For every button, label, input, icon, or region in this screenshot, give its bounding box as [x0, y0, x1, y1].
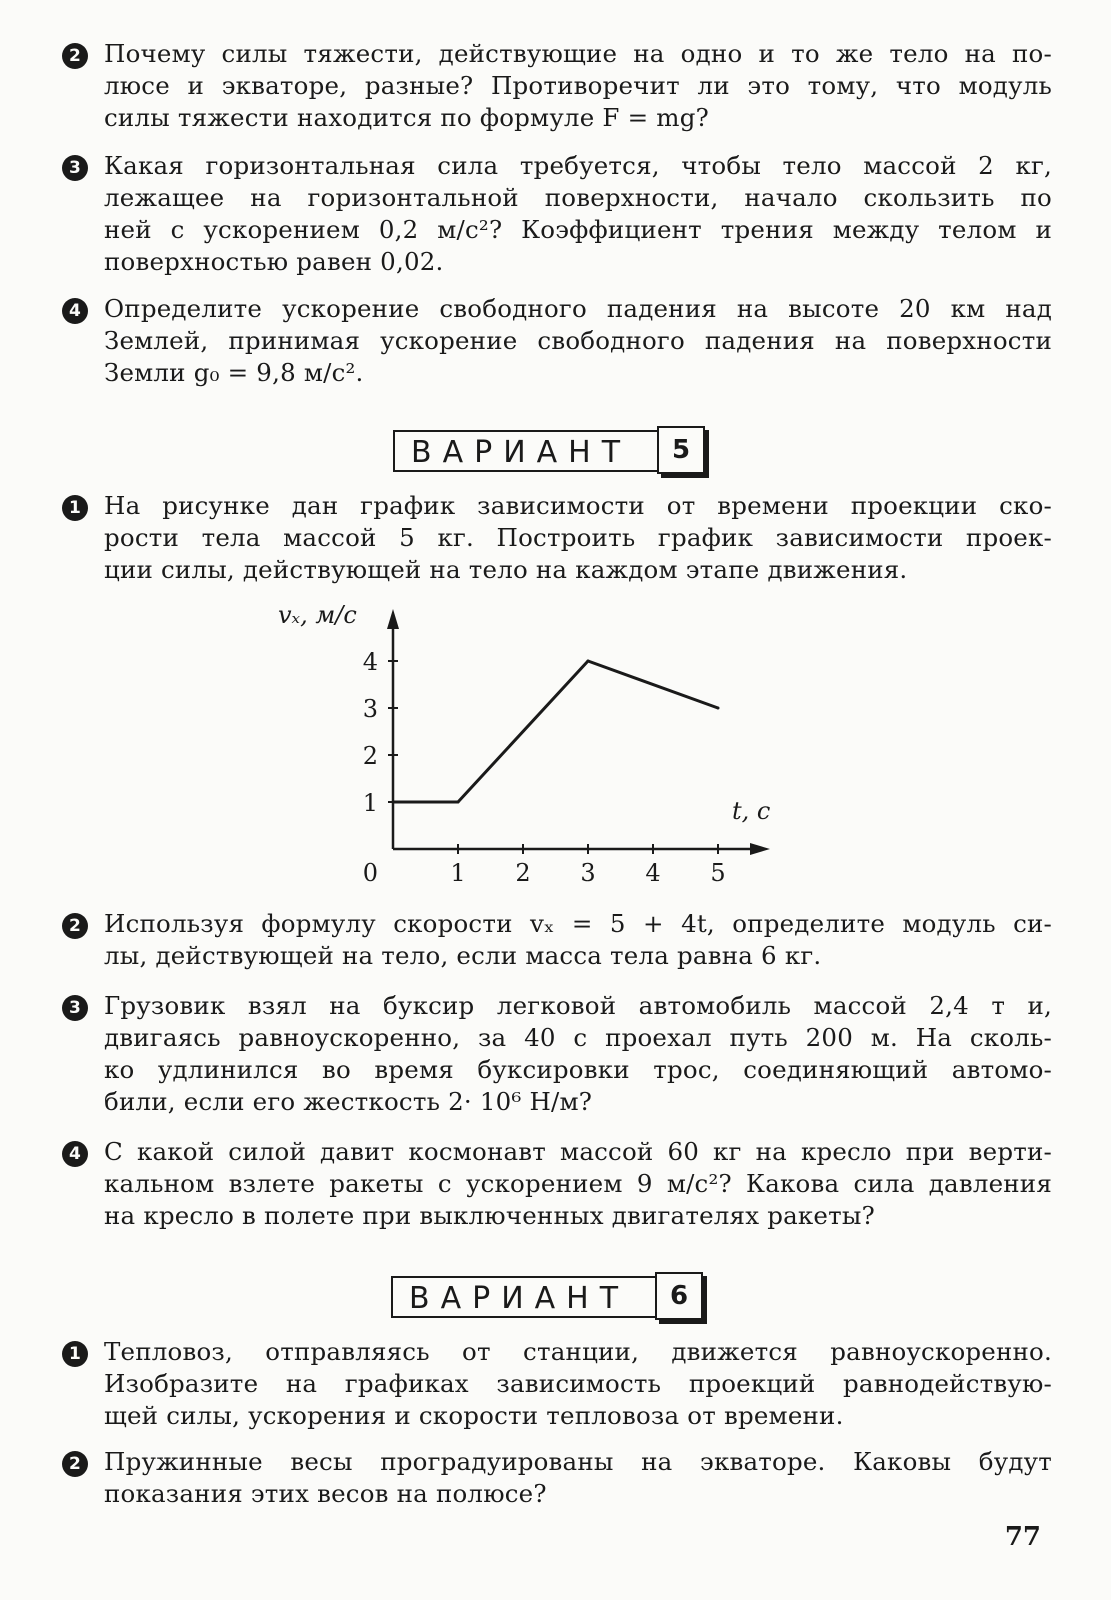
question-number-badge: 2: [62, 1451, 88, 1477]
variant5-question-2: [62, 908, 1052, 972]
question-number-badge: 4: [62, 298, 88, 324]
question-text-line: люсе и экваторе, разные? Противоречит ли это тому, что модуль: [104, 71, 1052, 100]
question-text-line: Пружинные весы проградуированы на экваторе. Каковы будут: [104, 1447, 1052, 1476]
question-text-line: двигаясь равноускоренно, за 40 с проехал путь 200 м. На сколь-: [104, 1023, 1052, 1052]
x-tick-label: 2: [515, 859, 531, 887]
question-number-badge: 2: [62, 913, 88, 939]
x-axis-label: t, с: [732, 797, 771, 825]
variant5-question-3: [62, 990, 1052, 1118]
question-text-line: Земли g₀ = 9,8 м/с².: [104, 358, 364, 387]
variant-5-header: [393, 430, 701, 472]
variant-6-header: [391, 1276, 699, 1318]
question-4-top: [62, 293, 1052, 389]
question-text-line: Используя формулу скорости vₓ = 5 + 4t, определите модуль си-: [104, 909, 1052, 938]
question-text-line: Грузовик взял на буксир легковой автомобиль массой 2,4 т и,: [104, 991, 1052, 1020]
x-tick-label: 1: [450, 859, 466, 887]
question-text-line: С какой силой давит космонавт массой 60 кг на кресло при верти-: [104, 1137, 1052, 1166]
variant-label: ВАРИАНТ: [409, 1281, 630, 1316]
variant-label: ВАРИАНТ: [411, 435, 632, 470]
velocity-series-line: [393, 661, 718, 802]
y-tick-label: 1: [362, 789, 378, 817]
question-number-badge: 3: [62, 995, 88, 1021]
question-text-line: били, если его жесткость 2· 10⁶ Н/м?: [104, 1087, 593, 1116]
question-text-line: на кресло в полете при выключенных двигателях ракеты?: [104, 1201, 875, 1230]
question-3-top: [62, 150, 1052, 278]
variant-number: 5: [657, 426, 705, 474]
velocity-data-point: [457, 801, 460, 804]
question-number-badge: 1: [62, 1341, 88, 1367]
y-axis-arrow: [387, 609, 399, 629]
x-axis-arrow: [750, 843, 770, 855]
question-text-line: Какая горизонтальная сила требуется, чтобы тело массой 2 кг,: [104, 151, 1052, 180]
y-tick-label: 3: [362, 695, 378, 723]
x-tick-label: 4: [645, 859, 661, 887]
y-tick-label: 4: [362, 648, 378, 676]
page-number: 77: [1004, 1522, 1041, 1552]
question-text-line: щей силы, ускорения и скорости тепловоза от времени.: [104, 1401, 844, 1430]
question-text-line: силы тяжести находится по формуле F = mg?: [104, 103, 709, 132]
question-text-line: лы, действующей на тело, если масса тела равна 6 кг.: [104, 941, 822, 970]
x-tick-label: 5: [710, 859, 726, 887]
question-2-top: [62, 38, 1052, 134]
question-text-line: Почему силы тяжести, действующие на одно и то же тело на по-: [104, 39, 1052, 68]
question-text-line: Тепловоз, отправляясь от станции, движется равноускоренно.: [104, 1337, 1052, 1366]
variant5-question-1: [62, 490, 1052, 586]
y-tick-label: 2: [362, 742, 378, 770]
question-text-line: Определите ускорение свободного падения на высоте 20 км над: [104, 294, 1052, 323]
question-number-badge: 1: [62, 495, 88, 521]
velocity-data-point: [392, 801, 395, 804]
variant-number: 6: [655, 1272, 703, 1320]
velocity-data-point: [717, 707, 720, 710]
question-text-line: ко удлинился во время буксировки трос, соединяющий автомо-: [104, 1055, 1052, 1084]
velocity-data-point: [587, 660, 590, 663]
question-text-line: Изобразите на графиках зависимость проекций равнодействую-: [104, 1369, 1052, 1398]
question-text-line: лежащее на горизонтальной поверхности, начало скользить по: [104, 183, 1052, 212]
velocity-time-chart: [0, 590, 1111, 890]
question-number-badge: 4: [62, 1141, 88, 1167]
question-number-badge: 2: [62, 43, 88, 69]
x-tick-label: 3: [580, 859, 596, 887]
variant5-question-4: [62, 1136, 1052, 1232]
question-text-line: Землей, принимая ускорение свободного падения на поверхности: [104, 326, 1052, 355]
question-text-line: показания этих весов на полюсе?: [104, 1479, 547, 1508]
origin-label: 0: [362, 859, 378, 887]
question-text-line: кальном взлете ракеты с ускорением 9 м/с²? Какова сила давления: [104, 1169, 1052, 1198]
question-text-line: На рисунке дан график зависимости от времени проекции ско-: [104, 491, 1052, 520]
question-text-line: рости тела массой 5 кг. Построить график зависимости проек-: [104, 523, 1052, 552]
variant6-question-1: [62, 1336, 1052, 1432]
y-axis-label: vₓ, м/с: [278, 601, 357, 629]
question-text-line: поверхностью равен 0,02.: [104, 247, 444, 276]
variant6-question-2: [62, 1446, 1052, 1510]
question-number-badge: 3: [62, 155, 88, 181]
question-text-line: ции силы, действующей на тело на каждом этапе движения.: [104, 555, 908, 584]
question-text-line: ней с ускорением 0,2 м/с²? Коэффициент трения между телом и: [104, 215, 1052, 244]
